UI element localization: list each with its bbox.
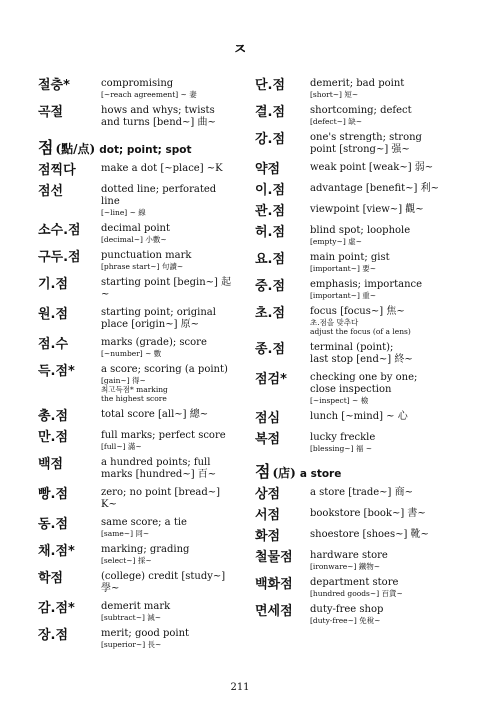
entry-definition	[310, 411, 455, 426]
dictionary-entry	[255, 342, 455, 366]
definition-line: a store [trade~] 商~	[310, 487, 414, 498]
dictionary-entry	[255, 162, 455, 177]
dictionary-entry	[38, 571, 236, 595]
definition-line: shoestore [shoes~] 靴~	[310, 529, 429, 540]
dictionary-entry	[255, 105, 455, 126]
entry-headword: 만.점	[38, 430, 69, 445]
definition-line: marks [hundred~] 百~	[101, 469, 217, 480]
entry-definition	[101, 544, 236, 565]
entry-definition	[101, 517, 236, 538]
section-gloss: dot; point; spot	[99, 144, 192, 156]
entry-definition	[310, 132, 455, 156]
entry-definition	[101, 628, 236, 649]
dictionary-entry	[38, 487, 236, 511]
section-headword: 점	[38, 138, 54, 157]
entry-headword: 구두.점	[38, 250, 81, 265]
definition-line: hardware store	[310, 550, 388, 561]
entry-definition	[101, 487, 236, 511]
definition-line: decimal point	[101, 223, 171, 234]
definition-line: demerit; bad point	[310, 78, 405, 89]
entry-definition	[310, 204, 455, 219]
dictionary-entry	[38, 250, 236, 271]
definition-note: [empty~] 虛~	[310, 237, 362, 246]
definition-line: department store	[310, 577, 399, 588]
definition-line: marks (grade); score	[101, 337, 207, 348]
entry-definition	[101, 430, 236, 451]
entry-headword: 점찍다	[38, 163, 76, 178]
definition-line: zero; no point [bread~] K~	[101, 487, 221, 510]
dictionary-entry	[255, 372, 455, 405]
dictionary-entry	[255, 306, 455, 336]
entry-headword: 관.점	[255, 204, 286, 219]
definition-note: the highest score	[101, 394, 167, 403]
dictionary-entry	[38, 457, 236, 481]
left-column	[38, 78, 236, 655]
entry-headword: 강.점	[255, 132, 286, 147]
entry-headword: 감.점*	[38, 601, 75, 616]
section-heading	[255, 459, 455, 482]
entry-definition	[310, 225, 455, 246]
page-header-letter: ㅈ	[232, 40, 248, 58]
definition-line: duty-free shop	[310, 604, 384, 615]
dictionary-entry	[38, 105, 236, 129]
entry-headword: 이.점	[255, 183, 286, 198]
definition-note: [same~] 同~	[101, 529, 150, 538]
definition-note: 최고득점* marking	[101, 385, 168, 394]
entry-headword: 득.점*	[38, 364, 75, 379]
entry-definition	[310, 432, 455, 453]
entry-definition	[101, 364, 236, 403]
entry-definition	[101, 250, 236, 271]
definition-note: [select~] 採~	[101, 556, 152, 565]
entry-headword: 소수.점	[38, 223, 81, 238]
entry-definition	[310, 252, 455, 273]
dictionary-entry	[255, 604, 455, 625]
entry-definition	[310, 342, 455, 366]
entry-headword: 동.점	[38, 517, 69, 532]
entry-definition	[101, 307, 236, 331]
definition-line: emphasis; importance	[310, 279, 423, 290]
definition-note: [important~] 要~	[310, 264, 377, 273]
definition-line: a score; scoring (a point)	[101, 364, 228, 375]
dictionary-entry	[255, 550, 455, 571]
dictionary-entry	[38, 364, 236, 403]
entry-definition	[310, 487, 455, 502]
entry-headword: 결.점	[255, 105, 286, 120]
definition-note: [phrase start~] 句讀~	[101, 262, 184, 271]
definition-line: merit; good point	[101, 628, 190, 639]
section-heading	[38, 135, 236, 158]
entry-definition	[101, 571, 236, 595]
definition-line: punctuation mark	[101, 250, 192, 261]
definition-line: starting point [begin~] 起~	[101, 277, 232, 300]
page-number: 211	[230, 682, 250, 693]
definition-note: [full~] 滿~	[101, 442, 142, 451]
definition-line: compromising	[101, 78, 174, 89]
entry-headword: 원.점	[38, 307, 69, 322]
definition-line: and turns [bend~] 曲~	[101, 117, 216, 128]
dictionary-entry	[255, 252, 455, 273]
entry-definition	[310, 577, 455, 598]
entry-headword: 화점	[255, 529, 281, 544]
definition-note: [superior~] 長~	[101, 640, 162, 649]
entry-headword: 복점	[255, 432, 281, 447]
definition-line: hows and whys; twists	[101, 105, 215, 116]
dictionary-entry	[255, 577, 455, 598]
right-column	[255, 78, 455, 631]
dictionary-entry	[255, 279, 455, 300]
entry-definition	[101, 223, 236, 244]
dictionary-entry	[255, 204, 455, 219]
entry-headword: 철물점	[255, 550, 293, 565]
definition-line: dotted line; perforated line	[101, 184, 217, 207]
entry-definition	[310, 78, 455, 99]
entry-headword: 허.점	[255, 225, 286, 240]
section-hanja: (店)	[272, 466, 296, 480]
entry-definition	[310, 183, 455, 198]
entry-definition	[310, 550, 455, 571]
entry-headword: 상점	[255, 487, 281, 502]
dictionary-entry	[38, 601, 236, 622]
entry-headword: 약점	[255, 162, 281, 177]
entry-headword: 백화점	[255, 577, 293, 592]
definition-note: [subtract~] 減~	[101, 613, 162, 622]
entry-headword: 기.점	[38, 277, 69, 292]
definition-line: total score [all~] 總~	[101, 409, 209, 420]
dictionary-entry	[255, 78, 455, 99]
dictionary-entry	[38, 544, 236, 565]
definition-line: lunch [~mind] ~ 心	[310, 411, 408, 422]
definition-line: blind spot; loophole	[310, 225, 411, 236]
section-headword: 점	[255, 462, 271, 481]
entry-definition	[101, 105, 236, 129]
entry-headword: 서점	[255, 508, 281, 523]
entry-headword: 장.점	[38, 628, 69, 643]
entry-headword: 채.점*	[38, 544, 75, 559]
definition-note: [important~] 重~	[310, 291, 377, 300]
entry-definition	[310, 372, 455, 405]
definition-note: adjust the focus (of a lens)	[310, 327, 411, 336]
entry-definition	[101, 163, 236, 178]
definition-note: [blessing~] 福 ~	[310, 444, 373, 453]
entry-headword: 빵.점	[38, 487, 69, 502]
dictionary-entry	[255, 132, 455, 156]
entry-headword: 점.수	[38, 337, 69, 352]
entry-headword: 점심	[255, 411, 281, 426]
entry-definition	[310, 529, 455, 544]
dictionary-entry	[255, 225, 455, 246]
definition-line: last stop [end~] 終~	[310, 354, 413, 365]
definition-note: [decimal~] 小數~	[101, 235, 167, 244]
definition-line: full marks; perfect score	[101, 430, 226, 441]
dictionary-entry	[255, 529, 455, 544]
entry-definition	[101, 601, 236, 622]
definition-line: make a dot [~place] ~K	[101, 163, 223, 174]
entry-headword: 점검*	[255, 372, 287, 387]
dictionary-entry	[38, 163, 236, 178]
dictionary-entry	[255, 432, 455, 453]
entry-headword: 요.점	[255, 252, 286, 267]
entry-definition	[310, 105, 455, 126]
dictionary-entry	[38, 184, 236, 217]
definition-line: main point; gist	[310, 252, 390, 263]
definition-line: terminal (point);	[310, 342, 394, 353]
entry-definition	[101, 78, 236, 99]
dictionary-entry	[38, 307, 236, 331]
definition-line: focus [focus~] 焦~	[310, 306, 405, 317]
definition-line: (college) credit [study~] 學~	[101, 571, 226, 594]
definition-note: [short~] 短~	[310, 90, 359, 99]
section-gloss: a store	[299, 468, 342, 480]
entry-headword: 종.점	[255, 342, 286, 357]
definition-line: advantage [benefit~] 利~	[310, 183, 439, 194]
section-hanja: (點/点)	[55, 142, 96, 156]
definition-note: [~reach agreement] ~ 妻	[101, 90, 197, 99]
definition-line: same score; a tie	[101, 517, 187, 528]
definition-note: [~line] ~ 線	[101, 208, 146, 217]
definition-line: weak point [weak~] 弱~	[310, 162, 434, 173]
definition-line: a hundred points; full	[101, 457, 211, 468]
entry-definition	[101, 277, 236, 301]
definition-line: starting point; original	[101, 307, 216, 318]
definition-note: [gain~] 得~	[101, 376, 146, 385]
dictionary-entry	[38, 430, 236, 451]
dictionary-entry	[38, 337, 236, 358]
dictionary-entry	[255, 508, 455, 523]
definition-line: lucky freckle	[310, 432, 376, 443]
entry-definition	[310, 279, 455, 300]
definition-line: close inspection	[310, 384, 392, 395]
entry-definition	[310, 306, 455, 336]
dictionary-entry	[38, 628, 236, 649]
entry-headword: 백점	[38, 457, 64, 472]
definition-note: [ironware~] 鐵物~	[310, 562, 381, 571]
definition-line: bookstore [book~] 書~	[310, 508, 426, 519]
entry-headword: 면세점	[255, 604, 293, 619]
definition-line: checking one by one;	[310, 372, 418, 383]
definition-line: marking; grading	[101, 544, 190, 555]
entry-definition	[310, 604, 455, 625]
definition-note: [~inspect] ~ 檢	[310, 396, 369, 405]
entry-headword: 단.점	[255, 78, 286, 93]
definition-line: demerit mark	[101, 601, 171, 612]
definition-line: point [strong~] 强~	[310, 144, 410, 155]
dictionary-entry	[38, 409, 236, 424]
definition-line: one's strength; strong	[310, 132, 422, 143]
definition-line: place [origin~] 原~	[101, 319, 200, 330]
dictionary-entry	[38, 223, 236, 244]
definition-line: shortcoming; defect	[310, 105, 412, 116]
entry-definition	[101, 409, 236, 424]
entry-definition	[310, 162, 455, 177]
definition-note: [~number] ~ 數	[101, 349, 162, 358]
dictionary-entry	[38, 517, 236, 538]
definition-note: [hundred goods~] 百貨~	[310, 589, 403, 598]
dictionary-entry	[38, 78, 236, 99]
entry-headword: 총.점	[38, 409, 69, 424]
entry-definition	[101, 337, 236, 358]
definition-note: [defect~] 缺~	[310, 117, 362, 126]
entry-headword: 초.점	[255, 306, 286, 321]
definition-note: 초.점을 맞추다	[310, 318, 359, 327]
entry-headword: 중.점	[255, 279, 286, 294]
dictionary-entry	[255, 183, 455, 198]
dictionary-entry	[38, 277, 236, 301]
entry-definition	[310, 508, 455, 523]
entry-headword: 곡절	[38, 105, 64, 120]
entry-definition	[101, 184, 236, 217]
entry-headword: 점선	[38, 184, 64, 199]
entry-headword: 학점	[38, 571, 64, 586]
entry-definition	[101, 457, 236, 481]
dictionary-entry	[255, 487, 455, 502]
dictionary-entry	[255, 411, 455, 426]
entry-headword: 절충*	[38, 78, 70, 93]
definition-note: [duty-free~] 免稅~	[310, 616, 381, 625]
definition-line: viewpoint [view~] 觀~	[310, 204, 424, 215]
